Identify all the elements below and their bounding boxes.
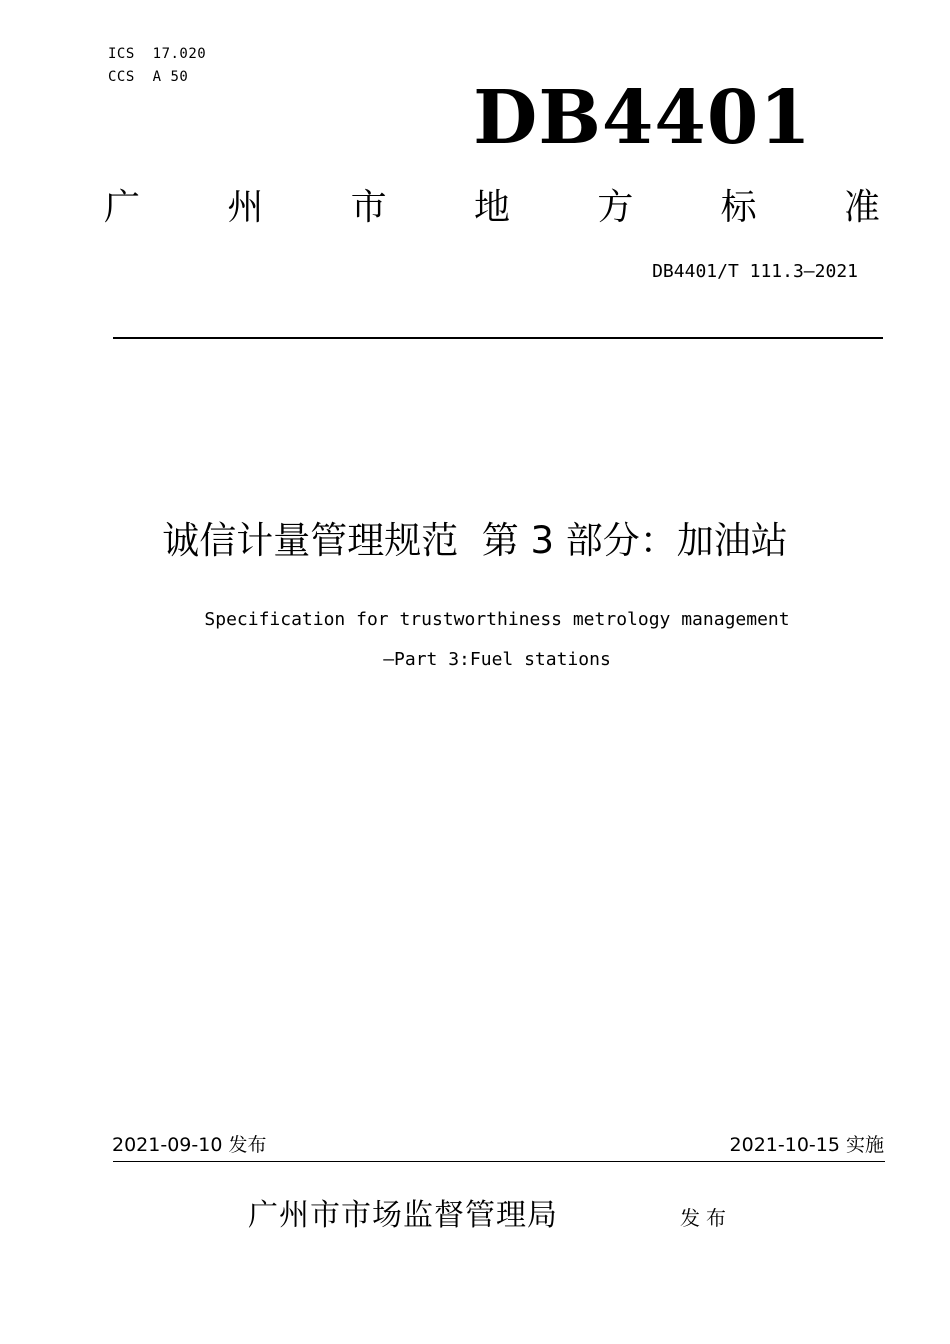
ics-code: ICS 17.020 (108, 46, 207, 62)
standard-type-char: 市 (350, 187, 387, 228)
bottom-divider (113, 1161, 885, 1162)
implementation-date: 2021-10-15 实施 (729, 1134, 884, 1156)
ccs-code: CCS A 50 (108, 69, 189, 85)
issuing-authority: 广州市市场监督管理局 (248, 1198, 558, 1233)
standard-type-char: 广 (104, 187, 141, 228)
standard-number: DB4401/T 111.3—2021 (652, 261, 858, 282)
standard-type-char: 准 (843, 187, 880, 228)
title-english-line2: —Part 3:Fuel stations (383, 649, 611, 670)
top-divider (113, 337, 883, 339)
standard-code-mark: DB4401 (473, 75, 812, 161)
standard-type-char: 州 (227, 187, 264, 228)
title-english-line1: Specification for trustworthiness metrology management (204, 609, 790, 630)
issue-date: 2021-09-10 发布 (112, 1134, 267, 1156)
standard-type-char: 地 (473, 187, 510, 228)
issue-label: 发布 (680, 1206, 732, 1230)
title-chinese: 诚信计量管理规范 第 3 部分：加油站 (162, 519, 788, 562)
standard-type-char: 方 (597, 187, 634, 228)
standard-type-char: 标 (720, 187, 757, 228)
standard-type-heading (104, 186, 880, 230)
